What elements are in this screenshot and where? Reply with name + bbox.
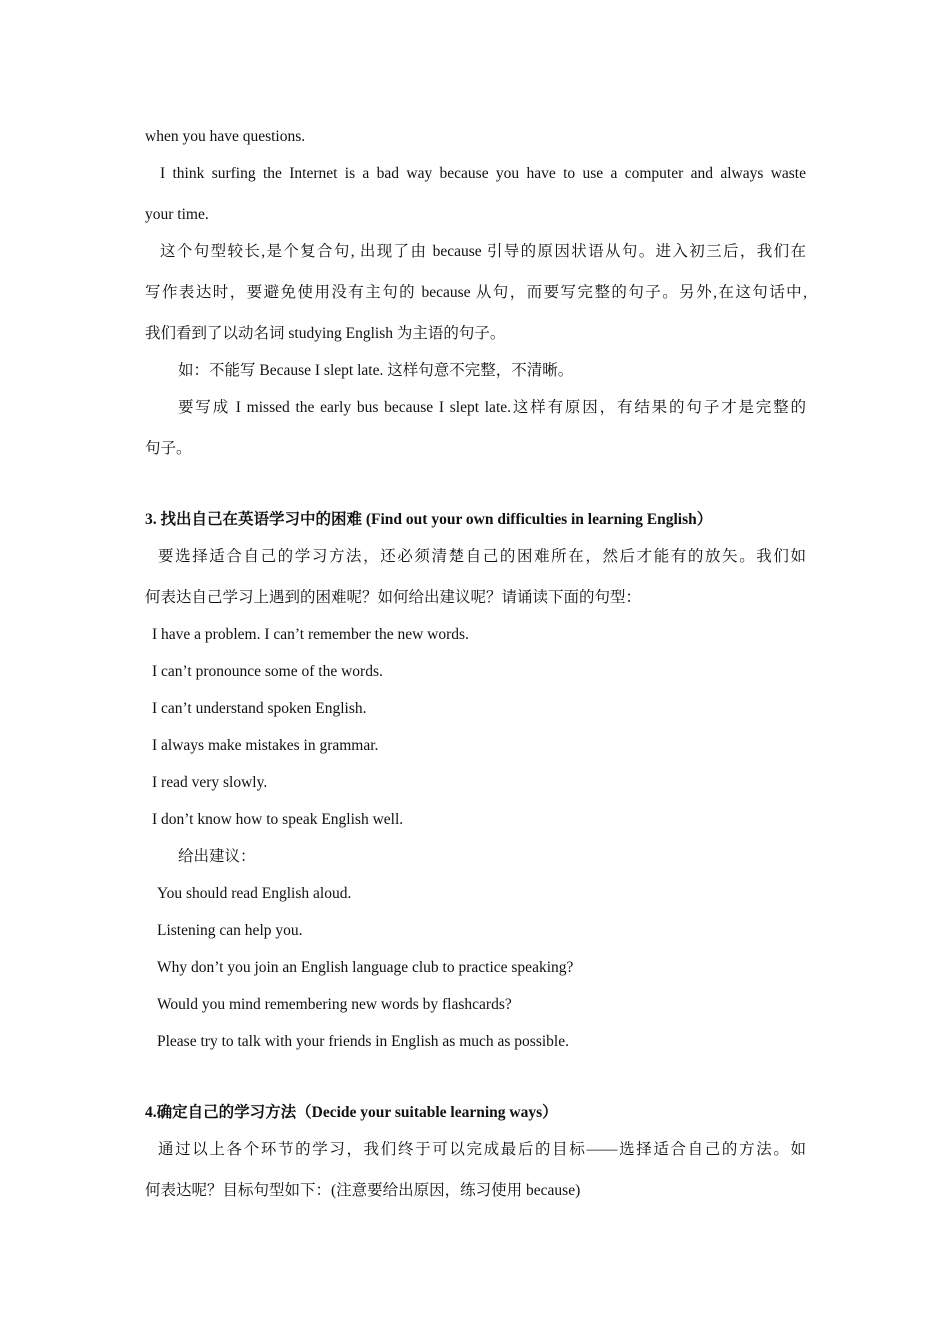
example-sentence-line-2: your time.	[145, 206, 209, 223]
advice-sentence: Why don’t you join an English language club to practice speaking?	[157, 959, 574, 976]
advice-sentence: Listening can help you.	[157, 922, 303, 939]
advice-sentence: Please try to talk with your friends in English as much as possible.	[157, 1033, 569, 1050]
section-3-heading: 3. 找出自己在英语学习中的困难 (Find out your own difficulties in learning English）	[145, 511, 713, 528]
advice-sentence: You should read English aloud.	[157, 885, 352, 902]
section-4-heading: 4.确定自己的学习方法（Decide your suitable learning ways）	[145, 1104, 558, 1121]
explanation-line-1: 这个句型较长,是个复合句, 出现了由 because 引导的原因状语从句。进入初三后，我们在	[160, 243, 806, 260]
problem-sentence: I can’t understand spoken English.	[152, 700, 367, 717]
advice-label: 给出建议：	[178, 848, 256, 865]
explanation-line-3: 我们看到了以动名词 studying English 为主语的句子。	[145, 325, 506, 342]
problem-sentence: I don’t know how to speak English well.	[152, 811, 404, 828]
explanation-line-2: 写作表达时，要避免使用没有主句的 because 从句，而要写完整的句子。另外,在这句话中,	[145, 284, 807, 301]
section-4-intro-line-1: 通过以上各个环节的学习，我们终于可以完成最后的目标——选择适合自己的方法。如	[158, 1141, 806, 1158]
problem-sentence: I can’t pronounce some of the words.	[152, 663, 383, 680]
problem-sentence: I have a problem. I can’t remember the new words.	[152, 626, 469, 643]
problem-sentence: I always make mistakes in grammar.	[152, 737, 379, 754]
intro-tail-line: when you have questions.	[145, 128, 306, 145]
section-4-intro-line-2: 何表达呢？目标句型如下：(注意要给出原因，练习使用 because)	[145, 1182, 581, 1199]
section-3-intro-line-2: 何表达自己学习上遇到的困难呢？如何给出建议呢？请诵读下面的句型：	[145, 589, 642, 606]
example-sentence-line-1: I think surfing the Internet is a bad way because you have to use a computer and always waste	[160, 165, 806, 182]
wrong-example-line: 如：不能写 Because I slept late. 这样句意不完整，不清晰。	[178, 362, 574, 379]
right-example-line-2: 句子。	[145, 440, 192, 457]
section-3-intro-line-1: 要选择适合自己的学习方法，还必须清楚自己的困难所在，然后才能有的放矢。我们如	[158, 548, 806, 565]
right-example-line-1: 要写成 I missed the early bus because I slept late.这样有原因，有结果的句子才是完整的	[178, 399, 806, 416]
advice-sentence: Would you mind remembering new words by flashcards?	[157, 996, 512, 1013]
problem-sentence: I read very slowly.	[152, 774, 268, 791]
